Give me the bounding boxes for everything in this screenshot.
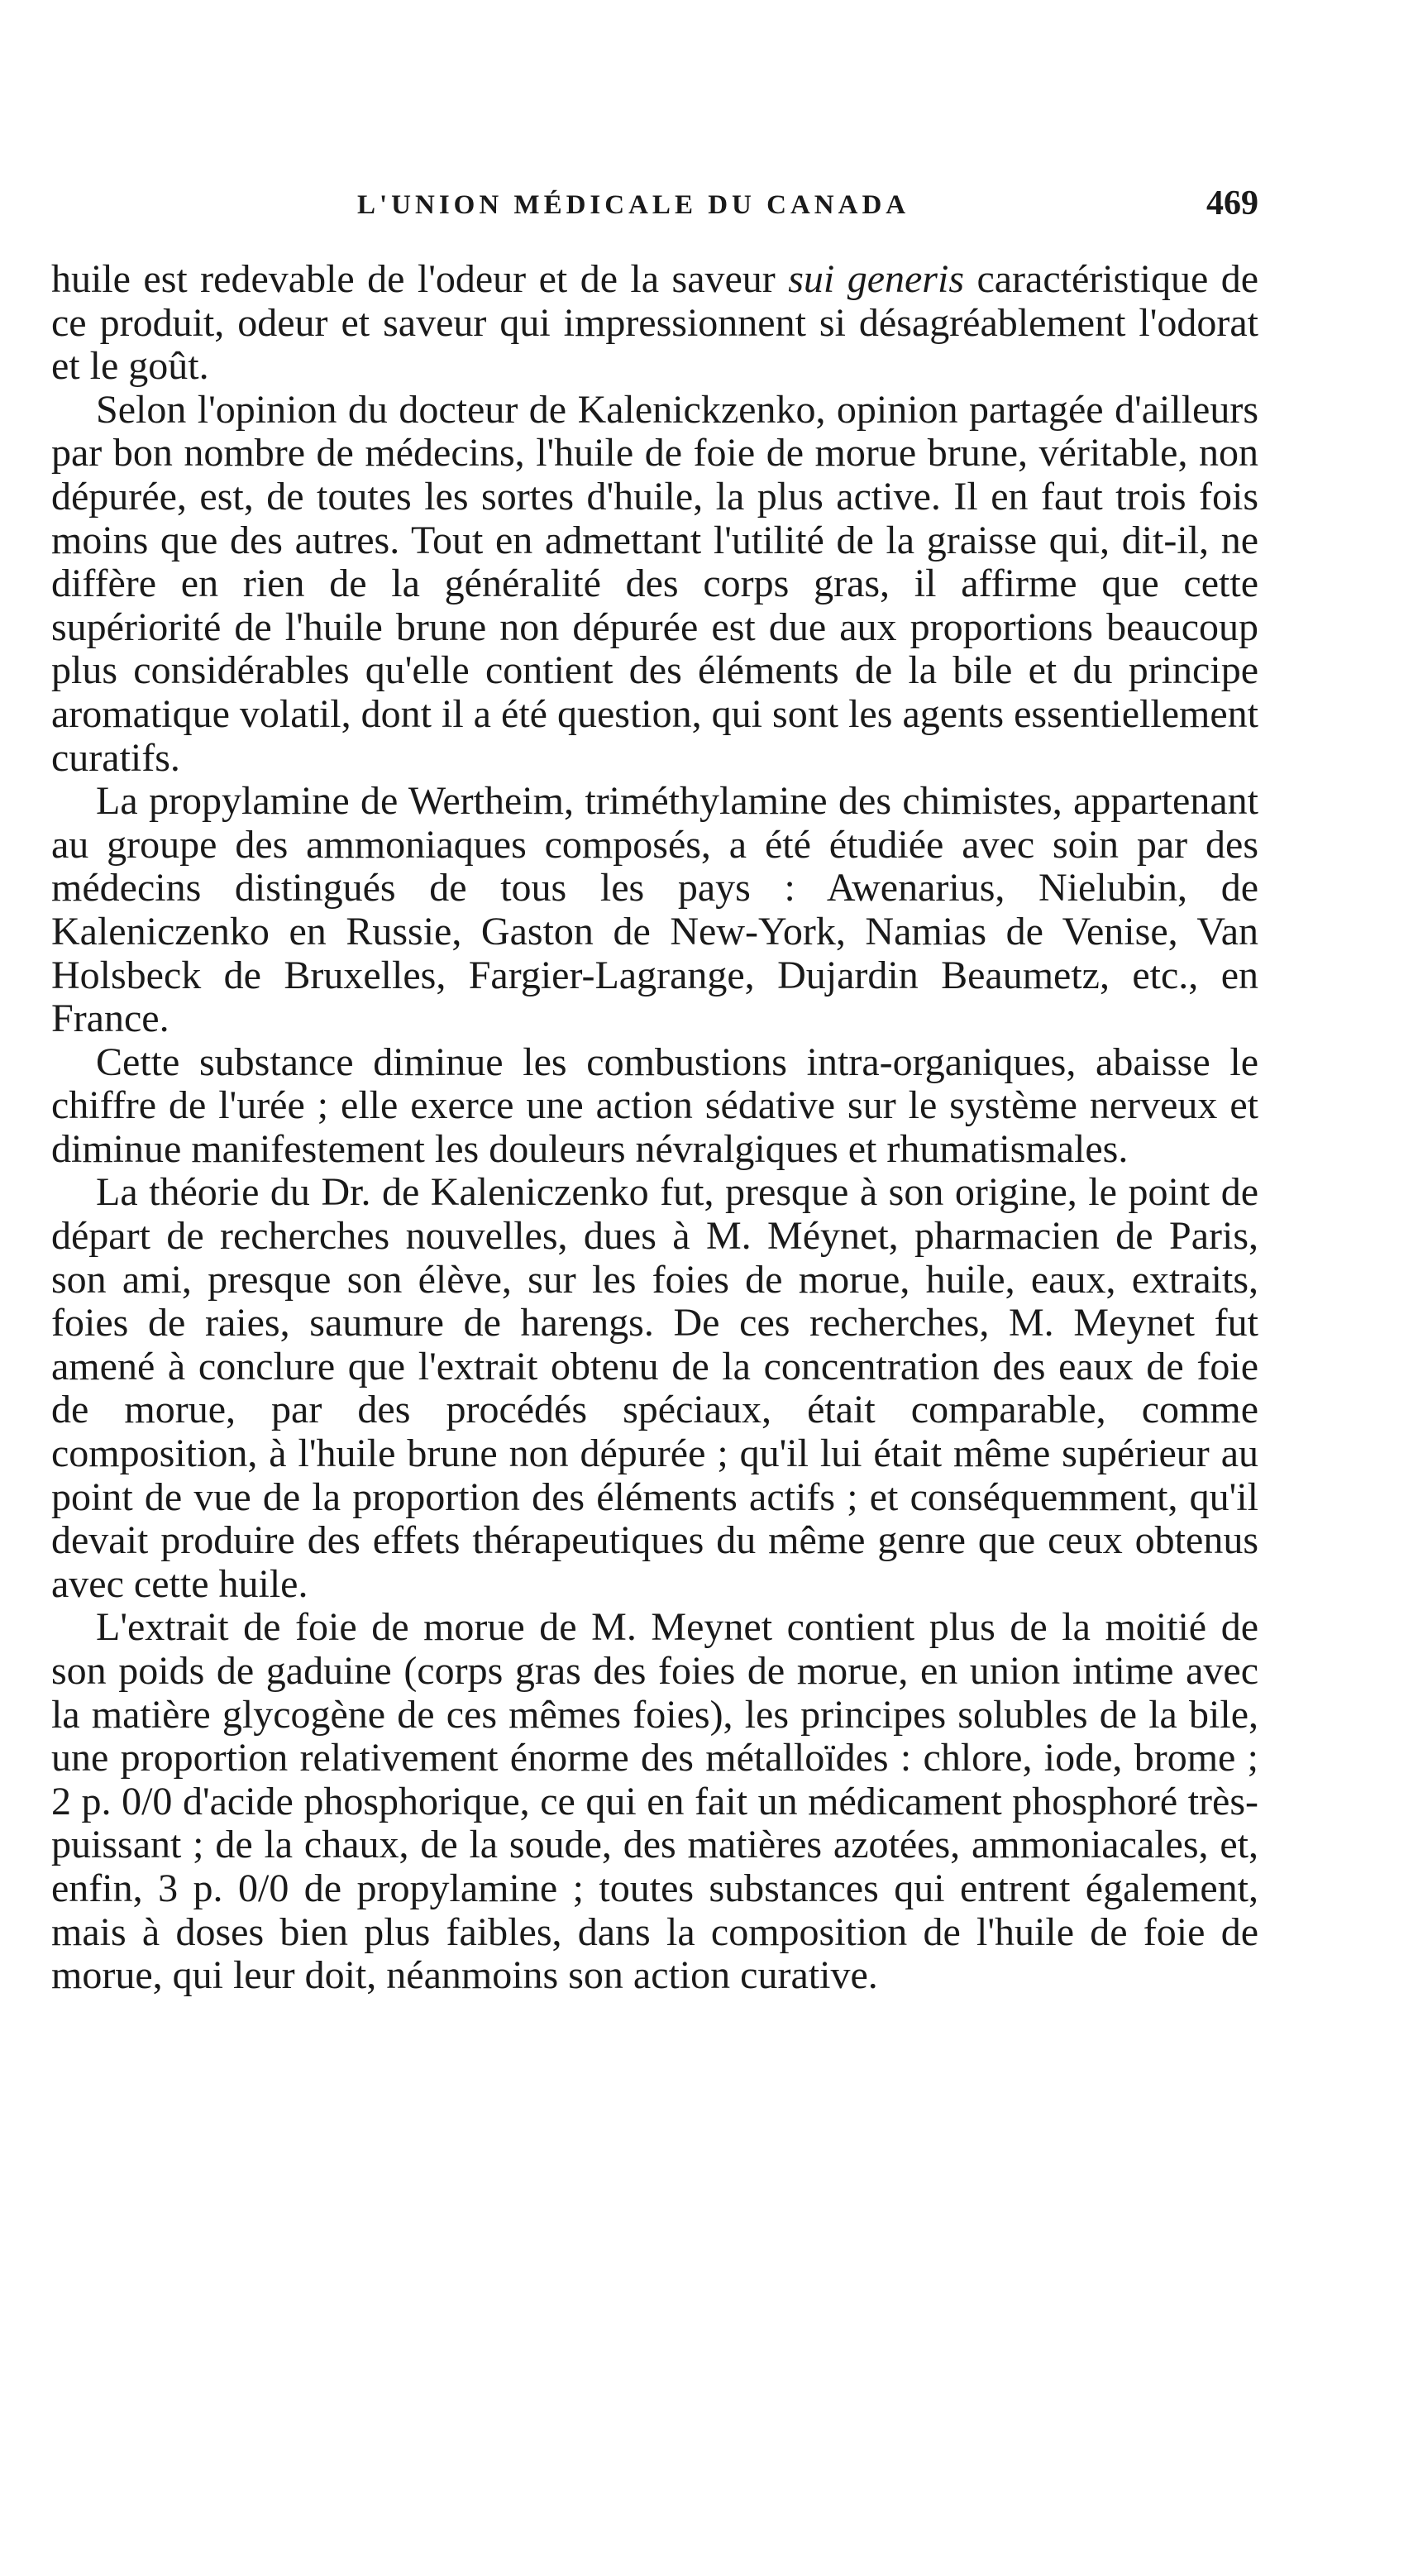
text-segment: L'extrait de foie de morue de M. Meynet contient plus de la moitié de son poids de gaduine (corps gras des foies de morue, en union intime avec la matière glycogène de ces mêmes foies), les principes solubles de la bile, une proportion relativement énorme des métalloïdes : chlore, iode, brome ; 2 p. 0/0 d'acide phosphorique, ce qui en fait un médicament phosphoré très-puissant ; de la chaux, de la soude, des matières azotées, ammoniacales, et, enfin, 3 p. 0/0 de propylamine ; toutes substances qui entrent également, mais à doses bien plus faibles, dans la composition de l'huile de foie de morue, qui leur doit, néanmoins son action curative. [51, 1605, 1258, 1998]
page-number: 469 [1206, 184, 1258, 222]
text-segment: huile est redevable de l'odeur et de la saveur [51, 257, 789, 301]
body-text [51, 258, 1258, 1998]
running-header [51, 184, 1258, 240]
paragraph [51, 780, 1258, 1041]
paragraph [51, 258, 1258, 389]
paragraph [51, 1041, 1258, 1172]
text-segment: La propylamine de Wertheim, triméthylamine des chimistes, appartenant au groupe des ammoniaques composés, a été étudiée avec soin par des médecins distingués de tous les pays : Awenarius, Nielubin, de Kaleniczenko en Russie, Gaston de New-York, Namias de Venise, Van Holsbeck de Bruxelles, Fargier-Lagrange, Dujardin Beaumetz, etc., en France. [51, 779, 1258, 1041]
text-segment: La théorie du Dr. de Kaleniczenko fut, presque à son origine, le point de départ de recherches nouvelles, dues à M. Méynet, pharmacien de Paris, son ami, presque son élève, sur les foies de morue, huile, eaux, extraits, foies de raies, saumure de harengs. De ces recherches, M. Meynet fut amené à conclure que l'extrait obtenu de la concentration des eaux de foie de morue, par des procédés spéciaux, était comparable, comme composition, à l'huile brune non dépurée ; qu'il lui était même supérieur au point de vue de la proportion des éléments actifs ; et conséquemment, qu'il devait produire des effets thérapeutiques du même genre que ceux obtenus avec cette huile. [51, 1170, 1258, 1606]
text-segment: Selon l'opinion du docteur de Kalenickzenko, opinion partagée d'ailleurs par bon nombre de médecins, l'huile de foie de morue brune, véritable, non dépurée, est, de toutes les sortes d'huile, la plus active. Il en faut trois fois moins que des autres. Tout en admettant l'utilité de la graisse qui, dit-il, ne diffère en rien de la généralité des corps gras, il affirme que cette supériorité de l'huile brune non dépurée est due aux proportions beaucoup plus considérables qu'elle contient des éléments de la bile et du principe aromatique volatil, dont il a été question, qui sont les agents essentiellement curatifs. [51, 387, 1258, 780]
paragraph [51, 389, 1258, 780]
paragraph [51, 1606, 1258, 1997]
paragraph [51, 1171, 1258, 1606]
italic-text-segment: sui generis [788, 257, 964, 301]
text-segment: caractéristique de ce produit, odeur et saveur qui impressionnent si désagréablement l'odorat et le goût. [51, 257, 1259, 389]
document-page [51, 184, 1259, 1998]
running-title: L'UNION MÉDICALE DU CANADA [357, 190, 910, 220]
text-segment: Cette substance diminue les combustions intra-organiques, abaisse le chiffre de l'urée ; elle exerce une action sédative sur le système nerveux et diminue manifestement les douleurs névralgiques et rhumatismales. [51, 1039, 1258, 1171]
